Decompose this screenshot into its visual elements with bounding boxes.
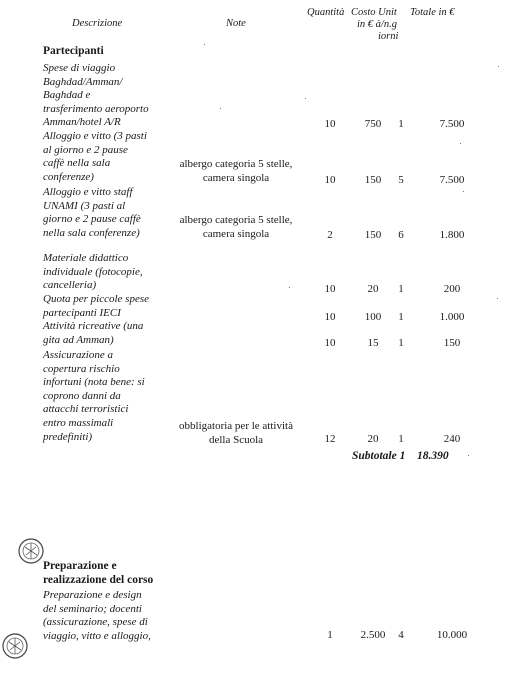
row-description-line: trasferimento aeroporto	[43, 102, 149, 115]
row-quantity: 12	[324, 433, 336, 445]
row-unit-cost: 20	[367, 433, 379, 445]
row-days: 6	[398, 229, 404, 241]
row-unit-cost: 2.500	[360, 629, 386, 641]
row-total: 7.500	[439, 118, 465, 130]
row-unit-cost: 15	[367, 337, 379, 349]
row-description-line: viaggio, vitto e alloggio,	[43, 629, 151, 642]
row-unit-cost: 150	[364, 174, 382, 186]
row-description-line: attacchi terroristici	[43, 403, 129, 416]
row-quantity: 10	[324, 337, 336, 349]
row-description-line: Baghdad e	[43, 89, 91, 102]
row-description-line: del seminario; docenti	[43, 602, 142, 615]
row-days: 1	[398, 311, 404, 323]
row-days: 5	[398, 174, 404, 186]
row-quantity: 1	[327, 629, 333, 641]
seal-stamp-icon	[16, 535, 46, 567]
row-unit-cost: 100	[364, 311, 382, 323]
row-description-line: Alloggio e vitto (3 pasti	[43, 130, 147, 142]
row-description-line: giorno e 2 pause caffè	[43, 213, 141, 226]
row-unit-cost: 150	[364, 229, 382, 241]
row-total: 200	[443, 283, 461, 295]
row-description-line: cancelleria)	[43, 279, 97, 292]
row-description-line: infortuni (nota bene: si	[43, 376, 145, 389]
row-days: 1	[398, 118, 404, 130]
row-description-line: UNAMI (3 pasti al	[43, 199, 126, 212]
subtotal-value: 18.390	[417, 450, 449, 462]
row-unit-cost: 20	[367, 283, 379, 295]
row-quantity: 10	[324, 311, 336, 323]
row-description-line: Preparazione e design	[43, 589, 142, 601]
row-description-line: Quota per piccole spese	[43, 293, 149, 305]
row-description-line: caffè nella sala	[43, 157, 111, 170]
header-costo-line1: Costo Unit	[351, 7, 397, 18]
row-description-line: nella sala conferenze)	[43, 226, 140, 239]
row-description-line: (assicurazione, spese di	[43, 616, 148, 629]
row-total: 10.000	[436, 629, 468, 641]
row-description-line: individuale (fotocopie,	[43, 265, 143, 278]
section-title-preparazione-line2: realizzazione del corso	[43, 574, 154, 586]
row-description-line: predefiniti)	[43, 430, 93, 443]
header-totale: Totale in €	[410, 7, 455, 18]
row-description-line: Materiale didattico	[43, 252, 129, 264]
header-note: Note	[226, 18, 246, 29]
row-description-line: al giorno e 2 pause	[43, 143, 128, 156]
row-quantity: 2	[327, 229, 333, 241]
row-note-line: albergo categoria 5 stelle,	[179, 158, 293, 170]
row-total: 1.800	[439, 229, 465, 241]
row-total: 1.000	[439, 311, 465, 323]
header-descrizione: Descrizione	[72, 18, 123, 29]
row-days: 4	[398, 629, 404, 641]
row-description-line: coprono danni da	[43, 389, 121, 402]
row-note-line: obbligatoria per le attività	[179, 420, 293, 432]
row-total: 240	[443, 433, 461, 445]
header-quantita: Quantità	[307, 7, 345, 18]
row-description-line: Assicurazione a	[43, 349, 113, 361]
section-title-preparazione-line1: Preparazione e	[43, 560, 117, 572]
header-costo-line3: iorni	[378, 31, 399, 42]
row-description-line: Amman/hotel A/R	[43, 116, 121, 129]
row-unit-cost: 750	[364, 118, 382, 130]
seal-stamp-icon	[0, 630, 30, 662]
row-quantity: 10	[324, 118, 336, 130]
row-total: 150	[443, 337, 461, 349]
row-quantity: 10	[324, 174, 336, 186]
row-days: 1	[398, 337, 404, 349]
row-note-line: della Scuola	[208, 433, 264, 446]
row-quantity: 10	[324, 283, 336, 295]
row-description-line: entro massimali	[43, 417, 114, 429]
row-description-line: Attività ricreative (una	[43, 320, 144, 332]
row-days: 1	[398, 433, 404, 445]
row-days: 1	[398, 283, 404, 295]
row-description-line: copertura rischio	[43, 362, 120, 375]
row-description-line: Spese di viaggio	[43, 62, 116, 74]
row-note-line: camera singola	[202, 227, 270, 240]
row-total: 7.500	[439, 174, 465, 186]
row-note-line: camera singola	[202, 171, 270, 184]
section-title-partecipanti: Partecipanti	[43, 45, 104, 57]
row-description-line: conferenze)	[43, 170, 94, 183]
subtotal-label: Subtotale 1	[352, 450, 406, 462]
row-description-line: Alloggio e vitto staff	[43, 186, 133, 198]
header-costo-line2: in € à/n.g	[357, 19, 397, 30]
row-note-line: albergo categoria 5 stelle,	[179, 214, 293, 226]
row-description-line: gita ad Amman)	[43, 333, 114, 346]
row-description-line: Baghdad/Amman/	[43, 75, 123, 88]
row-description-line: partecipanti IECI	[43, 306, 121, 319]
